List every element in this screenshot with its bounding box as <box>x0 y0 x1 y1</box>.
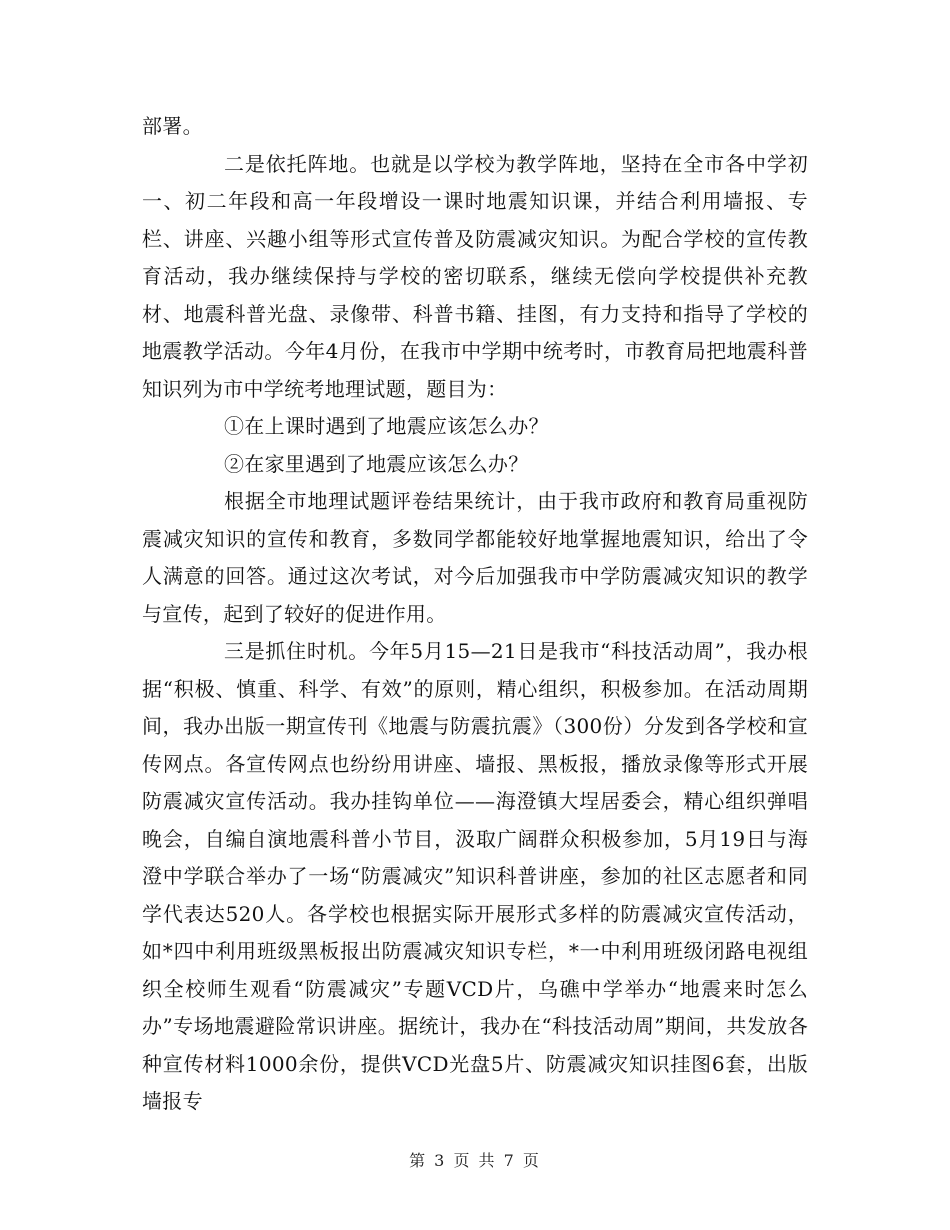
page-number-footer: 第 3 页 共 7 页 <box>409 1151 541 1170</box>
exam-question-1: ①在上课时遇到了地震应该怎么办？ <box>224 414 549 438</box>
exam-question-2: ②在家里遇到了地震应该怎么办？ <box>224 451 529 476</box>
document-body <box>142 108 808 1121</box>
paragraph-relying-on-position: 二是依托阵地。也就是以学校为教学阵地，坚持在全市各中学初一、初二年段和高一年段增设一课时地震知识课，并结合利用墙报、专栏、讲座、兴趣小组等形式宣传普及防震减灾知识。为配合学校的宣传教育活动，我办继续保持与学校的密切联系，继续无偿向学校提供补充教材、地震科普光盘、录像带、科普书籍、挂图，有力支持和指导了学校的地震教学活动。今年4月份，在我市中学期中统考时，市教育局把地震科普知识列为市中学统考地理试题，题目为： <box>142 151 808 401</box>
paragraph-continuation: 部署。 <box>142 114 203 138</box>
paragraph-seize-opportunity: 三是抓住时机。今年5月15—21日是我市“科技活动周”，我办根据“积极、慎重、科学、有效”的原则，精心组织，积极参加。在活动周期间，我办出版一期宣传刊《地震与防震抗震》（300份）分发到各学校和宣传网点。各宣传网点也纷纷用讲座、墙报、黑板报，播放录像等形式开展防震减灾宣传活动。我办挂钩单位——海澄镇大埕居委会，精心组织弹唱晚会，自编自演地震科普小节目，汲取广阔群众积极参加，5月19日与海澄中学联合举办了一场“防震减灾”知识科普讲座，参加的社区志愿者和同学代表达520人。各学校也根据实际开展形式多样的防震减灾宣传活动，如*四中利用班级黑板报出防震减灾知识专栏，*一中利用班级闭路电视组织全校师生观看“防震减灾”专题VCD片，乌礁中学举办“地震来时怎么办”专场地震避险常识讲座。据统计，我办在“科技活动周”期间，共发放各种宣传材料1000余份，提供VCD光盘5片、防震减灾知识挂图6套，出版墙报专 <box>142 639 808 1113</box>
paragraph-exam-results: 根据全市地理试题评卷结果统计，由于我市政府和教育局重视防震减灾知识的宣传和教育，多数同学都能较好地掌握地震知识，给出了令人满意的回答。通过这次考试，对今后加强我市中学防震减灾知识的教学与宣传，起到了较好的促进作用。 <box>142 489 808 626</box>
